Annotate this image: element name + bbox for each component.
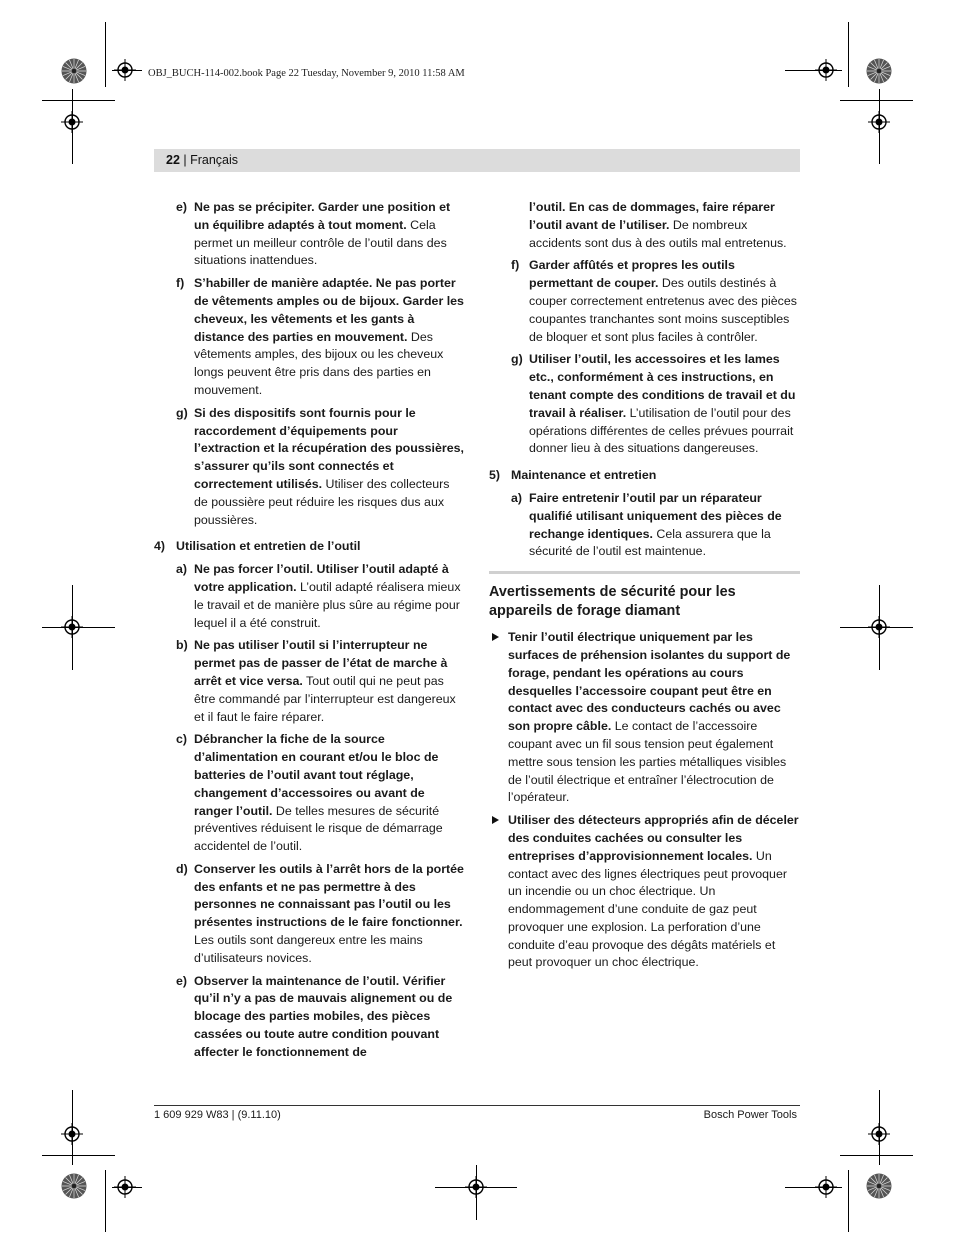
item-bold-text: Débrancher la fiche de la source d’alimentation en courant et/ou le bloc de batteries de l’outil avant tout réglage, changement d’accessoires ou avant de ranger l’outil. xyxy=(194,732,439,818)
header-language: Français xyxy=(190,153,239,167)
section-title-diamond-drilling: Avertissements de sécurité pour les appareils de forage diamant xyxy=(489,584,736,620)
item-text: Utiliser des collecteurs de poussière peut réduire les risques dus aux poussières. xyxy=(194,476,450,527)
bullet-item xyxy=(489,629,800,807)
item-label: a) xyxy=(176,562,188,577)
registration-target-icon xyxy=(868,1123,890,1145)
item-bold-text: S’habiller de manière adaptée. Ne pas porter de vêtements amples ou de bijoux. Garder les cheveux, les vêtements et les gants à distance des parties en mouvement. xyxy=(194,276,464,344)
section-title: Utilisation et entretien de l’outil xyxy=(176,539,361,554)
color-rosette-icon xyxy=(61,1173,87,1199)
item-bold-text: Faire entretenir l’outil par un réparateur qualifié utilisant uniquement des pièces de rechange identiques. xyxy=(529,490,782,541)
list-item xyxy=(154,405,466,530)
item-label: d) xyxy=(176,861,188,876)
registration-target-icon xyxy=(868,616,890,638)
item-bold-text: Ne pas utiliser l’outil si l’interrupteur ne permet pas de passer de l’état de marche à arrêt et vice versa. xyxy=(194,638,448,688)
registration-target-icon xyxy=(114,59,136,81)
registration-target-icon xyxy=(61,1123,83,1145)
item-text: Cela assurera que la sécurité de l’outil est maintenue. xyxy=(529,526,771,559)
item-bold-text: Ne pas forcer l’outil. Utiliser l’outil adapté à votre application. xyxy=(194,562,449,594)
left-column xyxy=(154,199,466,1067)
list-item xyxy=(489,351,800,458)
item-bold-text: Garder affûtés et propres les outils permettant de couper. xyxy=(529,258,735,291)
item-text: De nombreux accidents sont dus à des outils mal entretenus. xyxy=(529,217,787,250)
item-text: L’outil adapté réalisera mieux le travail et de manière plus sûre au régime pour lequel il a été construit. xyxy=(194,579,461,630)
item-text: De telles mesures de sécurité préventives réduisent le risque de démarrage accidentel de l’outil. xyxy=(194,803,443,854)
item-label: e) xyxy=(176,200,188,214)
item-bold-text: Observer la maintenance de l’outil. Vérifier qu’il n’y a pas de mauvais alignement ou de blocage des parties mobiles, des pièces cassées ou toute autre condition pouvant affecter le fonctionnement de xyxy=(194,973,453,1059)
section-heading xyxy=(154,538,466,556)
list-item xyxy=(154,275,466,400)
page-header-text xyxy=(166,153,238,167)
triangle-bullet-icon xyxy=(492,816,499,824)
item-text: Un contact avec des lignes électriques peut provoquer un incendie ou un choc électrique. Un endommagement d’une conduite de gaz peut provoquer une explosion. La perforation d’une conduite d’eau provoque des dégâts matériels et peut provoquer un choc électrique. xyxy=(508,848,787,970)
list-item-continuation xyxy=(489,199,800,252)
item-bold-text: Ne pas se précipiter. Garder une position et un équilibre adaptés à tout moment. xyxy=(194,200,451,232)
item-label: c) xyxy=(176,732,188,747)
item-text: Tout outil qui ne peut pas être commandé par l’interrupteur est dangereux et il faut le faire réparer. xyxy=(194,673,456,724)
item-bold-text: Conserver les outils à l’arrêt hors de la portée des enfants et ne pas permettre à des personnes ne connaissant pas l’outil ou les présentes instructions de le faire fonctionner. xyxy=(194,861,464,930)
list-item xyxy=(154,637,466,726)
item-label: b) xyxy=(176,638,188,653)
item-label: f) xyxy=(176,276,185,291)
item-text: Des outils destinés à couper correctement entretenus avec des pièces coupantes tranchantes sont moins susceptibles de bloquer et sont plus faciles à contrôler. xyxy=(529,276,797,344)
item-label: e) xyxy=(176,973,188,988)
registration-target-icon xyxy=(61,616,83,638)
section-heading xyxy=(489,467,800,485)
registration-target-icon xyxy=(815,1176,837,1198)
item-bold-text: l’outil. En cas de dommages, faire réparer l’outil avant de l’utiliser. xyxy=(529,200,775,232)
item-label: g) xyxy=(176,405,188,420)
registration-target-icon xyxy=(465,1176,487,1198)
registration-target-icon xyxy=(868,111,890,133)
registration-target-icon xyxy=(815,59,837,81)
color-rosette-icon xyxy=(61,58,87,84)
item-text: Des vêtements amples, des bijoux ou les cheveux longs peuvent être pris dans des parties en mouvement. xyxy=(194,329,444,397)
bullet-item xyxy=(489,812,800,972)
item-bold-text: Utiliser l’outil, les accessoires et les lames etc., conformément à ces instructions, en tenant compte des conditions de travail et du travail à réaliser. xyxy=(529,352,796,420)
item-bold-text: Utiliser des détecteurs appropriés afin de déceler des conduites cachées ou consulter les entreprises d’approvisionnement locales. xyxy=(508,813,799,863)
list-item xyxy=(154,199,466,270)
item-bold-text: Si des dispositifs sont fournis pour le raccordement d’équipements pour l’extraction et la récupération des poussières, s’assurer qu’ils sont connectés et correctement utilisés. xyxy=(194,405,464,491)
color-rosette-icon xyxy=(866,58,892,84)
item-text: Cela permet un meilleur contrôle de l’outil dans des situations inattendues. xyxy=(194,217,447,268)
item-text: Les outils sont dangereux entre les mains d’utilisateurs novices. xyxy=(194,933,423,965)
list-item xyxy=(489,257,800,346)
registration-target-icon xyxy=(114,1176,136,1198)
section-number: 4) xyxy=(154,539,166,554)
list-item xyxy=(154,731,466,856)
footer-document-number: 1 609 929 W83 | (9.11.10) xyxy=(154,1109,281,1121)
list-item xyxy=(489,490,800,561)
item-label: f) xyxy=(511,258,520,273)
item-label: a) xyxy=(511,490,523,505)
item-label: g) xyxy=(511,352,523,367)
header-separator: | xyxy=(179,153,191,167)
page-number: 22 xyxy=(166,153,180,167)
list-item xyxy=(154,861,466,968)
footer-divider xyxy=(154,1105,800,1106)
right-column xyxy=(489,199,800,977)
registration-target-icon xyxy=(61,111,83,133)
section-number: 5) xyxy=(489,468,501,483)
list-item xyxy=(154,973,466,1062)
section-title: Maintenance et entretien xyxy=(511,468,657,483)
page-header xyxy=(154,149,800,172)
color-rosette-icon xyxy=(866,1173,892,1199)
section-divider xyxy=(489,571,800,574)
printer-slug: OBJ_BUCH-114-002.book Page 22 Tuesday, November 9, 2010 11:58 AM xyxy=(148,68,465,79)
item-text: Le contact de l’accessoire coupant avec un fil sous tension peut également mettre sous tension les parties métalliques visibles de l’outil électrique et entraîner l’électrocution de l’opérateur. xyxy=(508,719,787,805)
footer-brand: Bosch Power Tools xyxy=(703,1109,797,1121)
item-bold-text: Tenir l’outil électrique uniquement par les surfaces de préhension isolantes du support de forage, pendant les opérations au cours desquelles l’accessoire coupant peut être en contact avec des conducteurs cachés ou avec son propre câble. xyxy=(508,630,791,734)
item-text: L’utilisation de l’outil pour des opérations différentes de celles prévues pourrait donner lieu à des situations dangereuses. xyxy=(529,405,794,456)
triangle-bullet-icon xyxy=(492,633,499,641)
list-item xyxy=(154,561,466,632)
